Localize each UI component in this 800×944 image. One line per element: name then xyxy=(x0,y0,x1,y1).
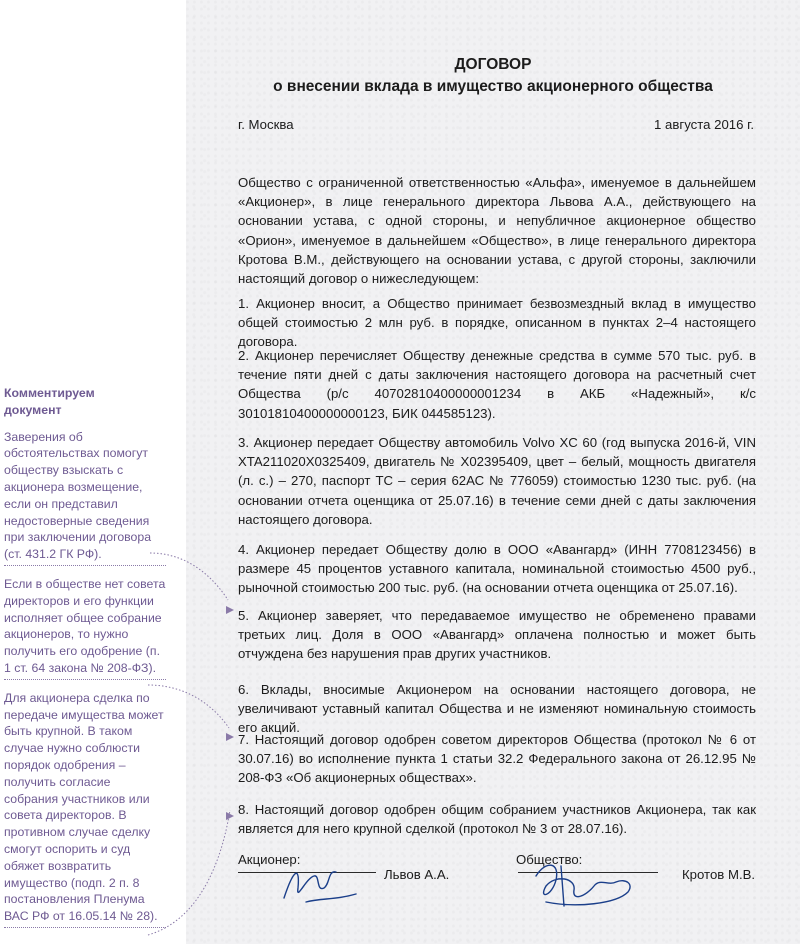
sidebar-heading-line1: Комментируем xyxy=(4,386,95,400)
clause-7: 7. Настоящий договор одобрен советом директоров Общества (протокол № 6 от 30.07.16) во исполнение пункта 1 статьи 32.2 Федерального закона от 26.12.95 № 208-ФЗ «Об акционерных обществах». xyxy=(238,732,756,786)
clause-7-marker-icon xyxy=(226,733,234,741)
clause-3: 3. Акционер передает Обществу автомобиль Volvo XC 60 (год выпуска 2016-й, VIN XTA211020X0325409, двигатель № X02395409, цвет – белый, мощность двигателя (л. с.) – 270, паспорт ТС – серия 62АС № 776059) стоимостью 1230 тыс. руб. (на основании отчета оценщика от 25.07.16) в течение семи дней с даты заключения настоящего договора. xyxy=(238,435,756,527)
signatory-company-label: Общество: xyxy=(516,852,583,867)
signatory-shareholder-name: Львов А.А. xyxy=(384,867,450,882)
clause-2: 2. Акционер перечисляет Обществу денежные средства в сумме 570 тыс. руб. в течение пяти дней с даты заключения настоящего договора на расчетный счет Общества (р/с 40702810400000001234 в АКБ «Надежный», к/с 30101810400000000123, БИК 044585123). xyxy=(238,348,756,421)
clause-6: 6. Вклады, вносимые Акционером на основании настоящего договора, не увеличивают уставный капитал Общества и не изменяют номинальную стоимость его акций. xyxy=(238,682,756,736)
clause-8-marker-icon xyxy=(226,812,234,820)
document-title: ДОГОВОР xyxy=(454,56,532,73)
clause-4: 4. Акционер передает Обществу долю в ООО «Авангард» (ИНН 7708123456) в размере 45 процентов уставного капитала, номинальной стоимостью 4500 руб., рыночной стоимостью 200 тыс. руб. (на основании отчета оценщика от 25.07.16). xyxy=(238,542,756,596)
signatory-company-name: Кротов М.В. xyxy=(682,867,756,882)
contract-preamble: Общество с ограниченной ответственностью «Альфа», именуемое в дальнейшем «Акционер», в лице генерального директора Львова А.А., действующего на основании устава, с одной стороны, и непубличное акционерное общество «Орион», именуемое в дальнейшем «Общество», в лице генерального директора Кротова В.М., действующего на основании устава, с другой стороны, заключили настоящий договор о нижеследующем: xyxy=(238,175,756,287)
clause-5: 5. Акционер заверяет, что передаваемое имущество не обременено правами третьих лиц. Доля в ООО «Авангард» оплачена полностью и может быть отчуждена без нарушения прав других участников. xyxy=(238,608,756,662)
sidebar-note-major-deal: Для акционера сделка по передаче имущества может быть крупной. В таком случае нужно соблюсти порядок одобрения – получить согласие собрания участников или совета директоров. В противном случае сделку смогут оспорить и суд обяжет возвратить имущество (подп. 2 п. 8 постановления Пленума ВАС РФ от 16.05.14 № 28). xyxy=(4,690,166,928)
signature-krotov-icon xyxy=(516,856,646,916)
sidebar-heading-line2: документ xyxy=(4,402,62,417)
document-subtitle: о внесении вклада в имущество акционерного общества xyxy=(273,78,713,95)
signature-lvov-icon xyxy=(276,858,366,908)
clause-1: 1. Акционер вносит, а Общество принимает безвозмездный вклад в имущество общей стоимостью 2 млн руб. в порядке, описанном в пунктах 2–4 настоящего договора. xyxy=(238,296,756,350)
clause-8: 8. Настоящий договор одобрен общим собранием участников Акционера, так как является для него крупной сделкой (протокол № 3 от 28.07.16). xyxy=(238,802,756,837)
sidebar-note-board-approval: Если в обществе нет совета директоров и его функции исполняет общее собрание акционеров, то нужно получить его одобрение (п. 1 ст. 64 закона № 208-ФЗ). xyxy=(4,576,166,680)
sidebar-note-representations: Заверения об обстоятельствах помогут обществу взыскать с акционера возмещение, если он представил недостоверные сведения при заключении договора (ст. 431.2 ГК РФ). xyxy=(4,429,166,566)
contract-city: г. Москва xyxy=(238,117,294,132)
clause-5-marker-icon xyxy=(226,606,234,614)
signatory-shareholder-label: Акционер: xyxy=(238,852,301,867)
contract-date: 1 августа 2016 г. xyxy=(654,117,754,132)
